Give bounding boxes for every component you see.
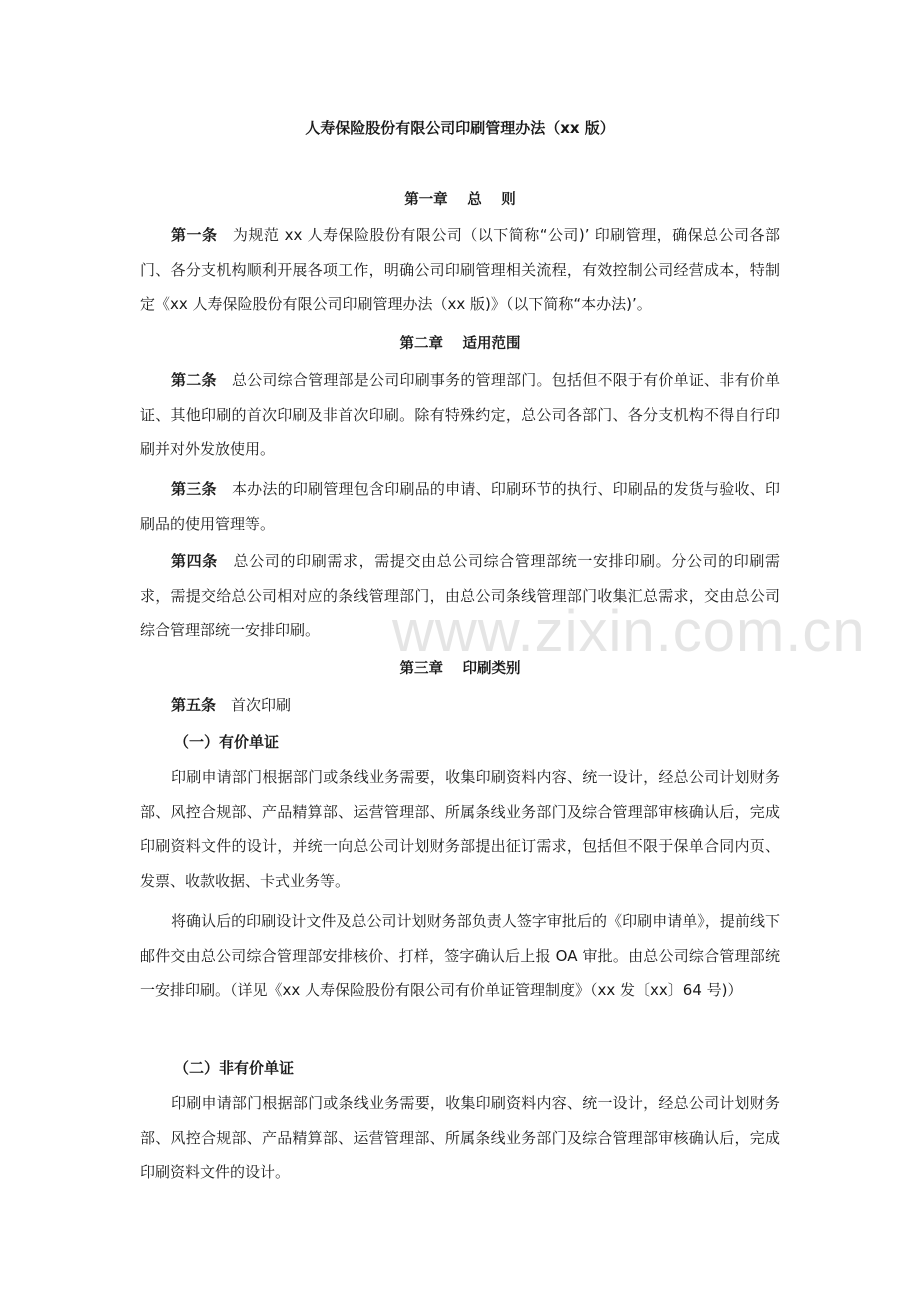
article-3 [140,472,780,541]
article-5-label: 第五条 [171,696,217,714]
article-1-text: 为规范 xx 人寿保险股份有限公司（以下简称“公司)’ 印刷管理，确保总公司各部门、各分支机构顺利开展各项工作，明确公司印刷管理相关流程，有效控制公司经营成本，特制定《xx 人寿保险股份有限公司印刷管理办法（xx 版)》（以下简称“本办法)’。 [140,226,780,313]
article-4-text: 总公司的印刷需求，需提交由总公司综合管理部统一安排印刷。分公司的印刷需求，需提交给总公司相对应的条线管理部门，由总公司条线管理部门收集汇总需求，交由总公司综合管理部统一安排印刷。 [140,552,780,639]
section-1-paragraph-2: 将确认后的印刷设计文件及总公司计划财务部负责人签字审批后的《印刷申请单》，提前线下邮件交由总公司综合管理部安排核价、打样，签字确认后上报 OA 审批。由总公司综合管理部统一安排印刷。（详见《xx 人寿保险股份有限公司有价单证管理制度》（xx 发〔xx〕64 号)） [140,912,780,999]
chapter-3-heading: 第三章 印刷类别 [399,661,521,677]
watermark: www.zixin.com.cn [392,599,866,664]
section-1-heading: （一）有价单证 [174,733,280,751]
document-title: 人寿保险股份有限公司印刷管理办法（xx 版） [305,119,615,137]
section-2-paragraph-1: 印刷申请部门根据部门或条线业务需要，收集印刷资料内容、统一设计，经总公司计划财务部、风控合规部、产品精算部、运营管理部、所属条线业务部门及综合管理部审核确认后，完成印刷资料文件的设计。 [140,1094,780,1181]
article-3-label: 第三条 [171,480,217,498]
section-2-heading: （二）非有价单证 [174,1059,295,1077]
article-5 [140,688,780,723]
article-2-text: 总公司综合管理部是公司印刷事务的管理部门。包括但不限于有价单证、非有价单证、其他印刷的首次印刷及非首次印刷。除有特殊约定，总公司各部门、各分支机构不得自行印刷并对外发放使用。 [140,371,780,458]
article-1 [140,218,780,322]
article-3-text: 本办法的印刷管理包含印刷品的申请、印刷环节的执行、印刷品的发货与验收、印刷品的使用管理等。 [140,480,780,533]
chapter-1-heading: 第一章 总 则 [404,192,516,208]
article-2-label: 第二条 [171,371,217,389]
article-4 [140,544,780,648]
chapter-2-heading: 第二章 适用范围 [399,336,521,352]
article-1-label: 第一条 [171,226,218,244]
article-5-text: 首次印刷 [231,696,292,714]
article-4-label: 第四条 [171,552,218,570]
article-2 [140,363,780,467]
section-1-paragraph-1: 印刷申请部门根据部门或条线业务需要，收集印刷资料内容、统一设计，经总公司计划财务部、风控合规部、产品精算部、运营管理部、所属条线业务部门及综合管理部审核确认后，完成印刷资料文件的设计，并统一向总公司计划财务部提出征订需求，包括但不限于保单合同内页、发票、收款收据、卡式业务等。 [140,768,780,890]
